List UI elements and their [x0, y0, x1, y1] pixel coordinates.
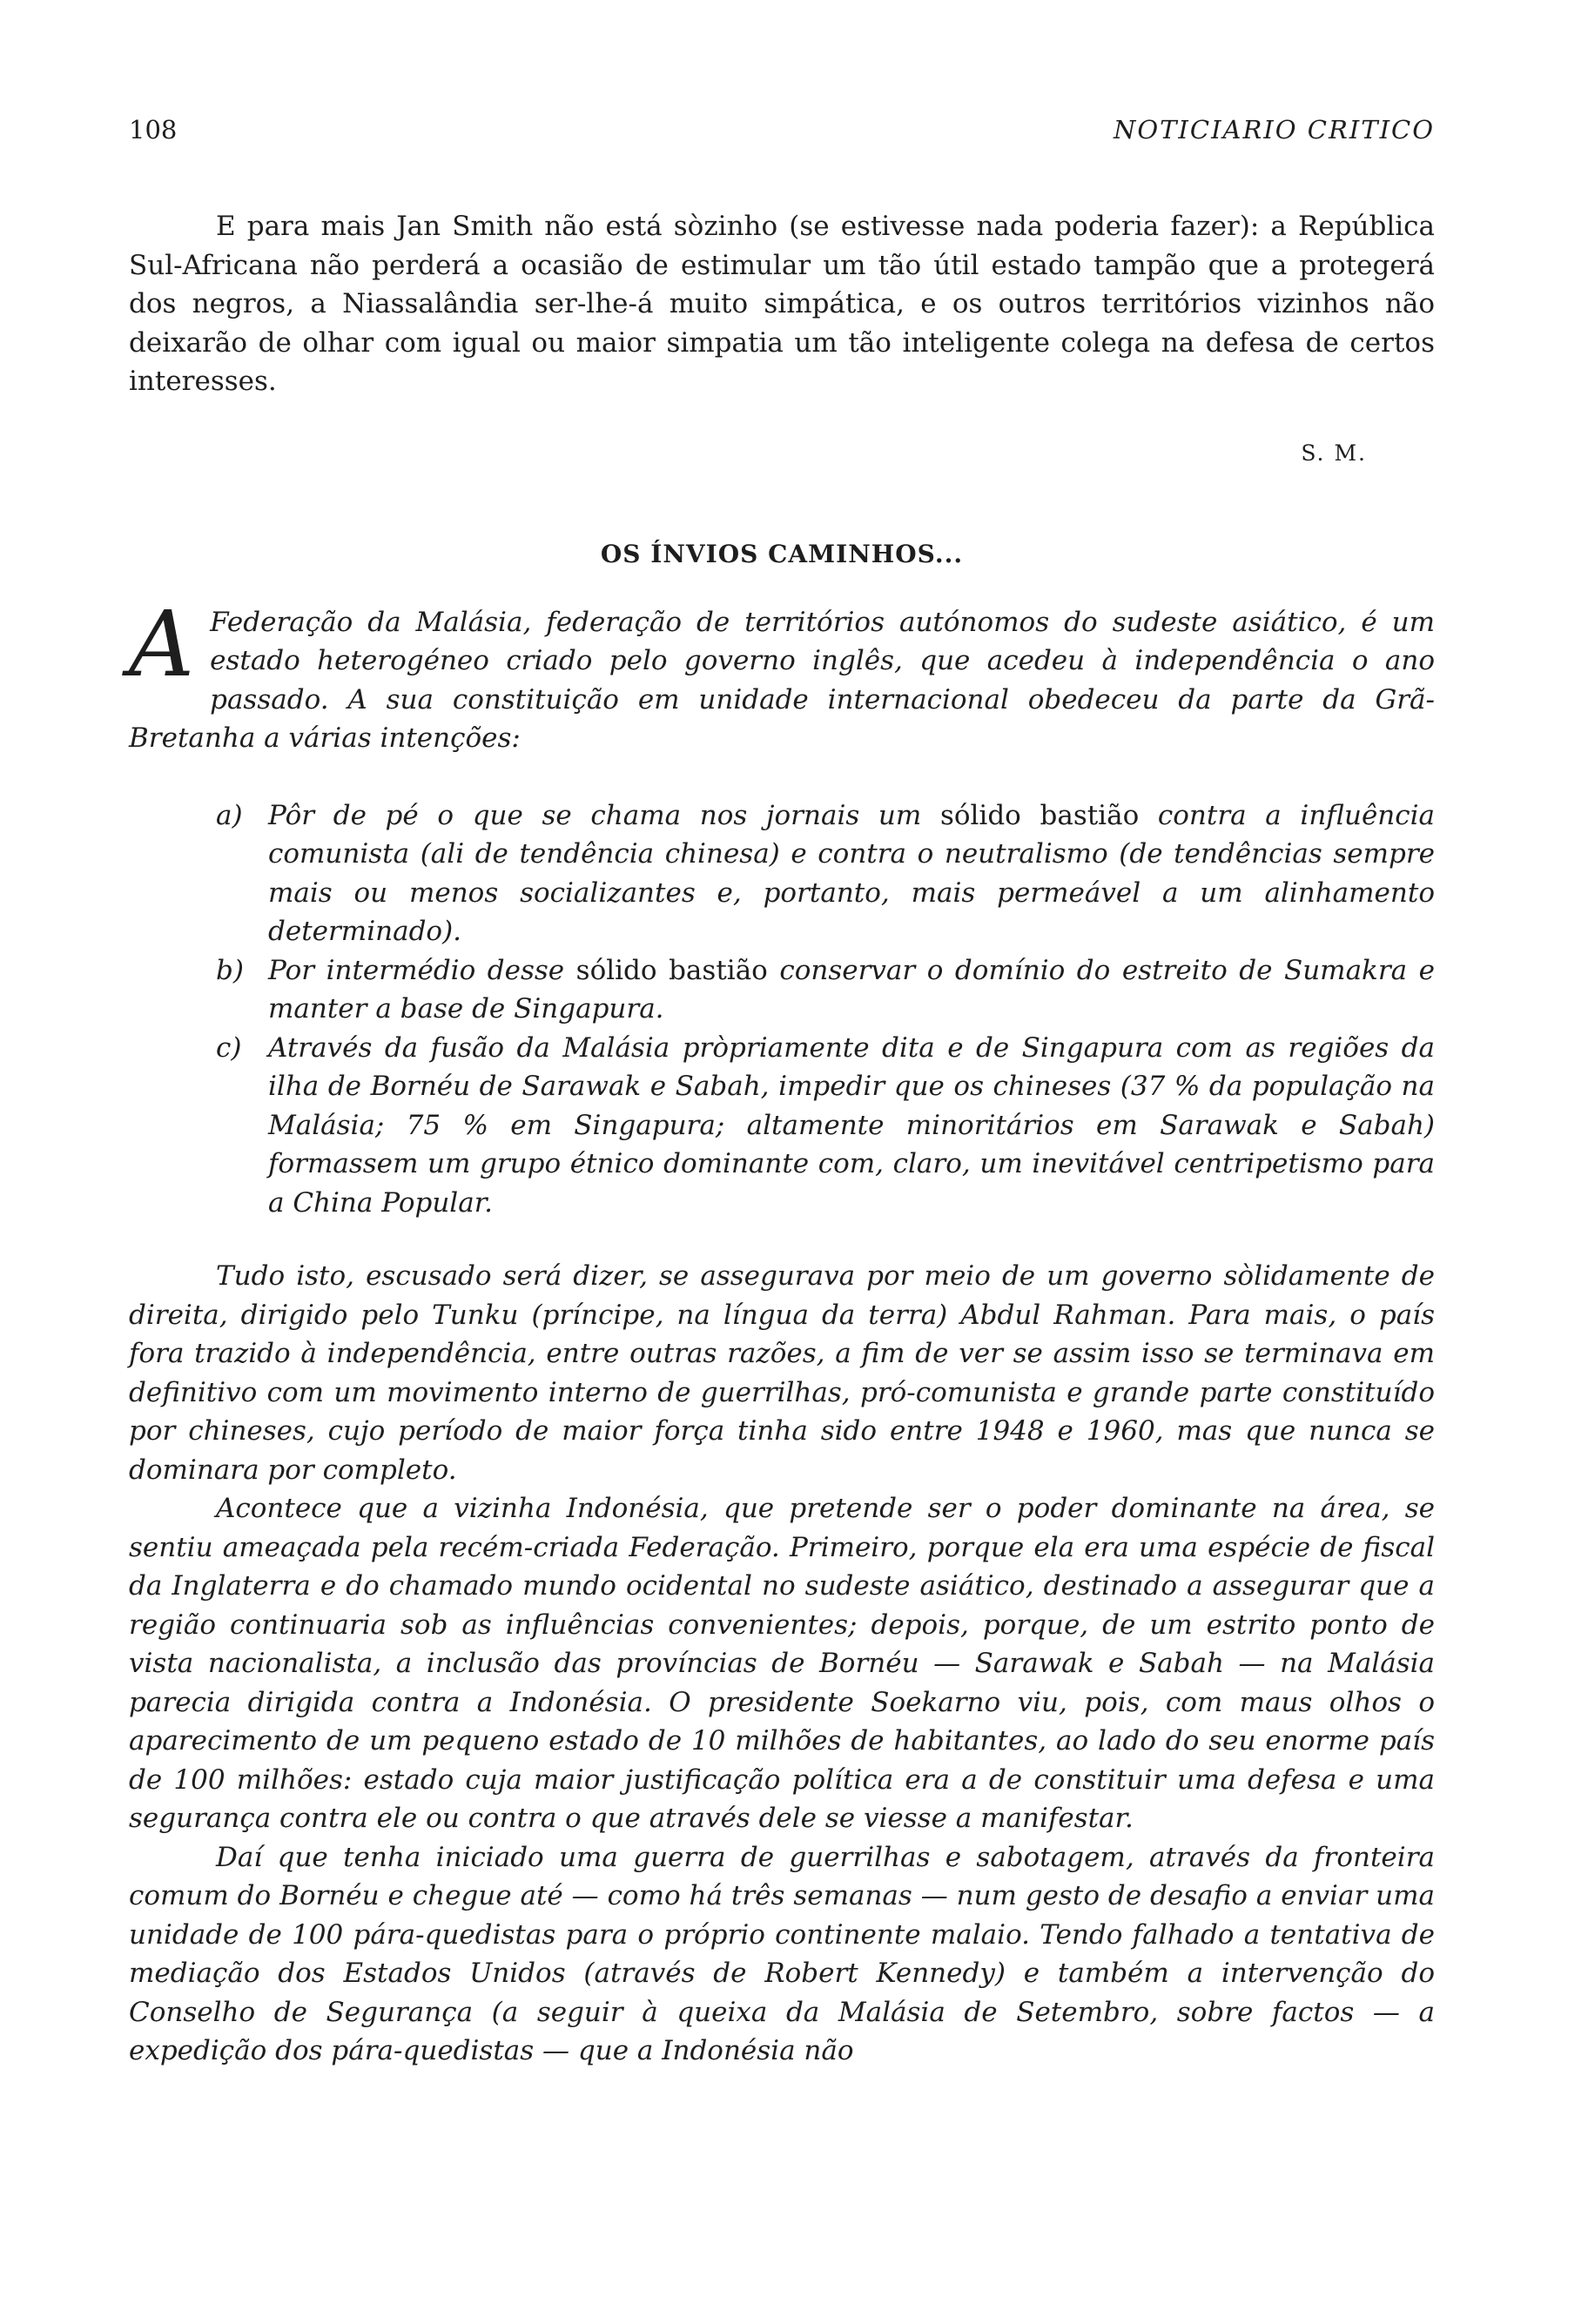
running-title: NOTICIARIO CRITICO	[1113, 115, 1435, 144]
page-body	[129, 207, 1435, 2071]
list-marker: a)	[216, 799, 243, 831]
list-item-text: Por intermédio desse sólido bastião conservar o domínio do estreito de Sumakra e manter a base de Singapura.	[268, 954, 1435, 1024]
list-marker: b)	[216, 954, 244, 986]
article-title: OS ÍNVIOS CAMINHOS...	[600, 540, 964, 568]
list-item	[129, 1029, 1435, 1223]
body-paragraph: Acontece que a vizinha Indonésia, que pretende ser o poder dominante na área, se sentiu ameaçada pela recém-criada Federação. Primeiro, porque ela era uma espécie de fiscal da Inglaterra e do chamado mundo ocidental no sudeste asiático, destinado a assegurar que a região continuaria sob as influências convenientes; depois, porque, de um estrito ponto de vista nacionalista, a inclusão das províncias de Bornéu — Sarawak e Sabah — na Malásia parecia dirigida contra a Indonésia. O presidente Soekarno viu, pois, com maus olhos o aparecimento de um pequeno estado de 10 milhões de habitantes, ao lado do seu enorme país de 100 milhões: estado cuja maior justificação política era a de constituir uma defesa e uma segurança contra ele ou contra o que através dele se viesse a manifestar.	[129, 1493, 1435, 1834]
list-item-text: Através da fusão da Malásia pròpriamente dita e de Singapura com as regiões da ilha de Bornéu de Sarawak e Sabah, impedir que os chineses (37 % da população na Malásia; 75 % em Singapura; altamente minoritários em Sarawak e Sabah) formassem um grupo étnico dominante com, claro, um inevitável centripetismo para a China Popular.	[268, 1031, 1435, 1219]
lead-paragraph	[129, 590, 1435, 758]
drop-cap: A	[129, 590, 195, 697]
intro-paragraph: E para mais Jan Smith não está sòzinho (se estivesse nada poderia fazer): a República Sul-Africana não perderá a ocasião de estimular um tão útil estado tampão que a protegerá dos negros, a Niassalândia ser-lhe-á muito simpática, e os outros territórios vizinhos não deixarão de olhar com igual ou maior simpatia um tão inteligente colega na defesa de certos interesses.	[129, 211, 1435, 397]
list-marker: c)	[216, 1031, 242, 1064]
lead-text: Federação da Malásia, federação de territórios autónomos do sudeste asiático, é um estado heterogéneo criado pelo governo inglês, que acedeu à independência o ano passado. A sua constituição em unidade internacional obedeceu da parte da Grã-Bretanha a várias intenções:	[129, 606, 1435, 754]
intentions-list	[129, 796, 1435, 1223]
list-item	[129, 951, 1435, 1029]
list-item-text: Pôr de pé o que se chama nos jornais um sólido bastião contra a influência comunista (ali de tendência chinesa) e contra o neutralismo (de tendências sempre mais ou menos socializantes e, portanto, mais permeável a um alinhamento determinado).	[268, 799, 1436, 947]
page-number: 108	[129, 115, 178, 144]
body-paragraph: Daí que tenha iniciado uma guerra de guerrilhas e sabotagem, através da fronteira comum do Bornéu e chegue até — como há três semanas — num gesto de desafio a enviar uma unidade de 100 pára-quedistas para o próprio continente malaio. Tendo falhado a tentativa de mediação dos Estados Unidos (através de Robert Kennedy) e também a intervenção do Conselho de Segurança (a seguir à queixa da Malásia de Setembro, sobre factos — a expedição dos pára-quedistas — que a Indonésia não	[129, 1841, 1435, 2066]
page-header	[129, 115, 1435, 150]
body-paragraph: Tudo isto, escusado será dizer, se assegurava por meio de um governo sòlidamente de direita, dirigido pelo Tunku (príncipe, na língua da terra) Abdul Rahman. Para mais, o país fora trazido à independência, entre outras razões, a fim de ver se assim isso se terminava em definitivo com um movimento interno de guerrilhas, pró-comunista e grande parte constituído por chineses, cujo período de maior força tinha sido entre 1948 e 1960, mas que nunca se dominara por completo.	[129, 1260, 1435, 1486]
list-item	[129, 796, 1435, 951]
signature: S. M.	[1301, 440, 1367, 466]
